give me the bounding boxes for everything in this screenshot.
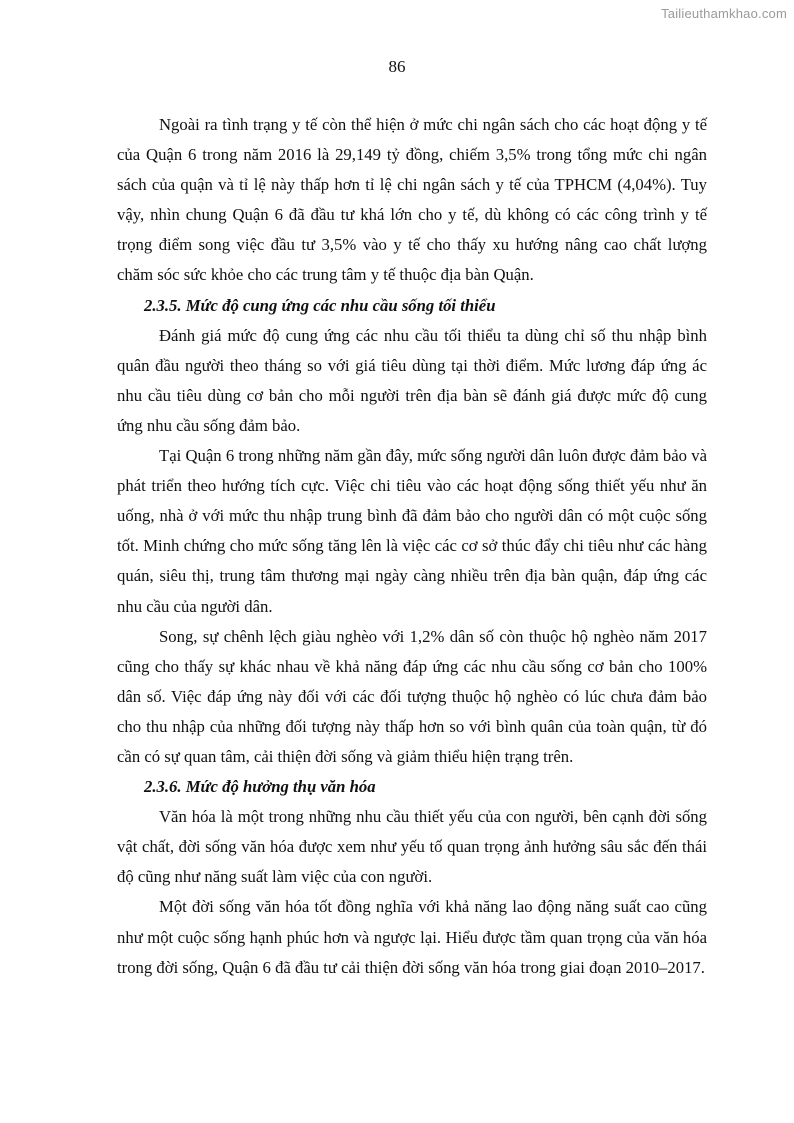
paragraph-minimum-needs-assessment: Đánh giá mức độ cung ứng các nhu cầu tối thiểu ta dùng chỉ số thu nhập bình quân đầu người theo tháng so với giá tiêu dùng tại thời điểm. Mức lương đáp ứng ác nhu cầu tiêu dùng cơ bản cho mỗi người trên địa bàn sẽ đánh giá được mức độ cung ứng nhu cầu sống đảm bảo.: [117, 325, 707, 435]
paragraph-culture-needs: Văn hóa là một trong những nhu cầu thiết yếu của con người, bên cạnh đời sống vật chất, đời sống văn hóa được xem như yếu tố quan trọng ảnh hưởng sâu sắc đến thái độ cũng như năng suất làm việc của con người.: [117, 807, 707, 887]
section-heading-2-3-5: 2.3.5. Mức độ cung ứng các nhu cầu sống tối thiểu: [144, 295, 496, 315]
section-heading-2-3-6: 2.3.6. Mức độ hưởng thụ văn hóa: [144, 777, 376, 797]
paragraph-culture-investment: Một đời sống văn hóa tốt đồng nghĩa với khả năng lao động năng suất cao cũng như một cuộc sống hạnh phúc hơn và ngược lại. Hiểu được tầm quan trọng của văn hóa trong đời sống, Quận 6 đã đầu tư cải thiện đời sống văn hóa trong giai đoạn 2010–2017.: [117, 897, 707, 977]
paragraph-wealth-gap: Song, sự chênh lệch giàu nghèo với 1,2% dân số còn thuộc hộ nghèo năm 2017 cũng cho thấy sự khác nhau về khả năng đáp ứng các nhu cầu sống cơ bản cho 100% dân số. Việc đáp ứng này đối với các đối tượng thuộc hộ nghèo có lúc chưa đảm bảo cho thu nhập của những đối tượng này thấp hơn so với bình quân của toàn quận, từ đó cần có sự quan tâm, cải thiện đời sống và giảm thiểu hiện trạng trên.: [117, 626, 707, 766]
paragraph-living-standards: Tại Quận 6 trong những năm gần đây, mức sống người dân luôn được đảm bảo và phát triển theo hướng tích cực. Việc chi tiêu vào các hoạt động sống thiết yếu như ăn uống, nhà ở với mức thu nhập trung bình đã đảm bảo cho người dân có một cuộc sống tốt. Minh chứng cho mức sống tăng lên là việc các cơ sở thúc đẩy chi tiêu như các hàng quán, siêu thị, trung tâm thương mại ngày càng nhiều trên địa bàn quận, đáp ứng các nhu cầu của người dân.: [117, 446, 707, 616]
paragraph-health-budget: Ngoài ra tình trạng y tế còn thể hiện ở mức chi ngân sách cho các hoạt động y tế của Quận 6 trong năm 2016 là 29,149 tỷ đồng, chiếm 3,5% trong tổng mức chi ngân sách của quận và tỉ lệ này thấp hơn tỉ lệ chi ngân sách y tế của TPHCM (4,04%). Tuy vậy, nhìn chung Quận 6 đã đầu tư khá lớn cho y tế, dù không có các công trình y tế trọng điểm song việc đầu tư 3,5% vào y tế cho thấy xu hướng nâng cao chất lượng chăm sóc sức khỏe cho các trung tâm y tế thuộc địa bàn Quận.: [117, 115, 707, 285]
document-body: [117, 110, 707, 983]
watermark: Tailieuthamkhao.com: [661, 6, 787, 21]
page-number: 86: [388, 57, 406, 76]
